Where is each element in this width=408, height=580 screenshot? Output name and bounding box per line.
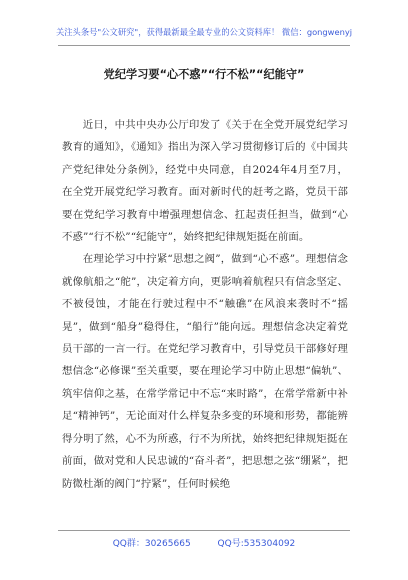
footer-qq-group: QQ群：30265665: [112, 539, 191, 549]
paragraph-2: 在理论学习中拧紧“思想之阀”，做到“心不惑”。理想信念就像航船之“舵”，决定着方向，更影响着航程只有信念坚定、不被侵蚀，才能在行驶过程中不“触礁”在风浪来袭时不“摇晃”，做到“船身”稳得住，“船行”能向远。理想信念决定着党员干部的一言一行。在党纪学习教育中，引导党员干部修好理想信念“必修课”至关重要，要在理论学习中防止思想“偏轨”、筑牢信仰之基，在常学常记中不忘“来时路”，在常学常新中补足“精神钙”，无论面对什么样复杂多变的环境和形势，都能辨得分明了然，心不为所惑，行不为所扰，始终把纪律规矩挺在前面，做对党和人民忠诚的“奋斗者”，把思想之弦“绷紧”，把防微杜渐的阀门“拧紧”，任何时候绝: [62, 253, 348, 490]
document-body: [62, 114, 348, 495]
footer: [0, 536, 408, 549]
footer-divider: [58, 530, 350, 531]
header-note: 关注头条号"公文研究"，获得最新最全最专业的公文资料库！ 微信：gongwenyj: [55, 27, 353, 37]
document-title: 党纪学习要“心不惑”“行不松”“纪能守”: [103, 68, 305, 81]
paragraph-1: 近日，中共中央办公厅印发了《关于在全党开展党纪学习教育的通知》，《通知》指出为深入学习贯彻修订后的《中国共产党纪律处分条例》，经党中央同意，自2024年4月至7月，在全党开展党纪学习教育。面对新时代的赶考之路，党员干部要在党纪学习教育中增强理想信念、扛起责任担当，做到“心不惑”“行不松”“纪能守”，始终把纪律规矩挺在前面。: [62, 119, 348, 244]
footer-qq-number: QQ号:535304092: [217, 539, 296, 549]
header-divider: [58, 45, 350, 46]
